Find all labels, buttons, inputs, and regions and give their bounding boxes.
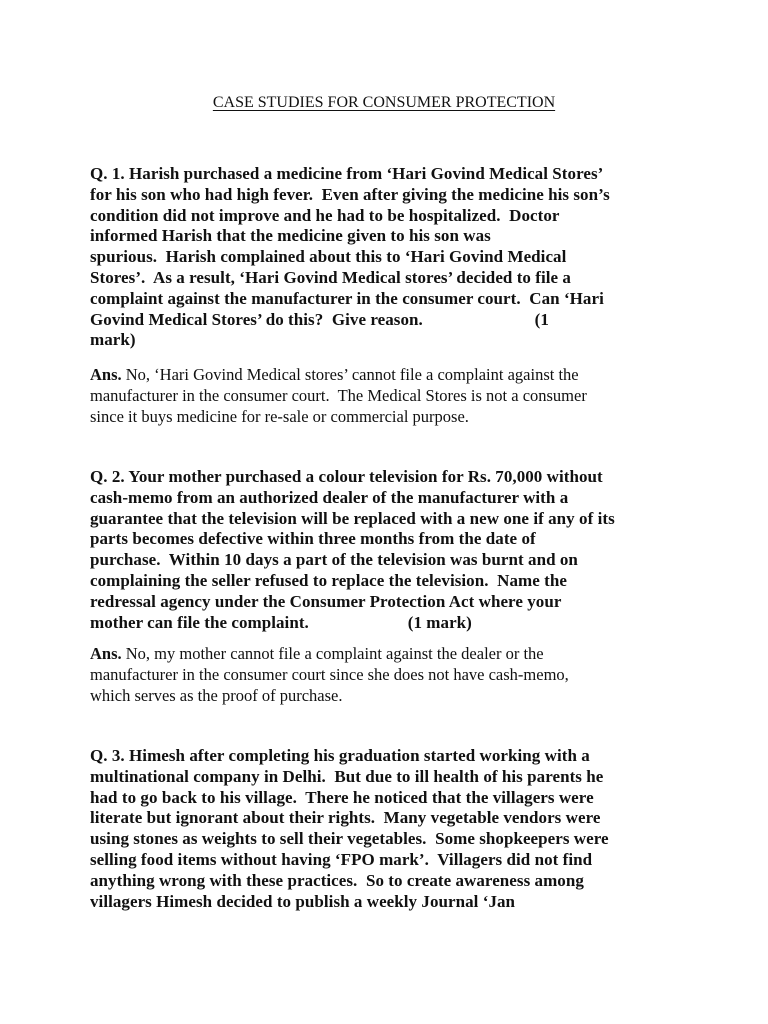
question-line: spurious. Harish complained about this to ‘Hari Govind Medical [90,247,567,267]
answer-line: manufacturer in the consumer court since she does not have cash-memo, [90,665,569,684]
question-line: for his son who had high fever. Even after giving the medicine his son’s [90,184,610,204]
question-line: informed Harish that the medicine given to his son was [90,226,491,246]
question-line: selling food items without having ‘FPO mark’. Villagers did not find [90,849,593,869]
answer-text: No, ‘Hari Govind Medical stores’ cannot file a complaint against the [121,365,579,384]
question-line: redressal agency under the Consumer Protection Act where your [90,591,562,611]
question-line: multinational company in Delhi. But due to ill health of his parents he [90,766,604,786]
question-2 [90,467,690,633]
answer-line: since it buys medicine for re-sale or commercial purpose. [90,407,469,426]
question-line: parts becomes defective within three months from the date of [90,529,536,549]
answer-1 [90,364,690,427]
answer-line: which serves as the proof of purchase. [90,686,343,705]
answer-label: Ans. [90,644,122,663]
question-line: guarantee that the television will be replaced with a new one if any of its [90,508,615,528]
question-line: cash-memo from an authorized dealer of the manufacturer with a [90,487,569,507]
question-line: using stones as weights to sell their vegetables. Some shopkeepers were [90,829,609,849]
page-title-text: CASE STUDIES FOR CONSUMER PROTECTION [212,94,556,111]
question-line: Govind Medical Stores’ do this? Give reason. (1 [90,309,549,329]
question-1 [90,164,690,351]
question-line: complaint against the manufacturer in the consumer court. Can ‘Hari [90,288,604,308]
answer-line [90,364,690,385]
question-line: complaining the seller refused to replace the television. Name the [90,570,567,590]
question-line: mark) [90,330,136,350]
question-line: Q. 2. Your mother purchased a colour television for Rs. 70,000 without [90,467,603,486]
answer-text: No, my mother cannot file a complaint against the dealer or the [121,644,544,663]
answer-line [90,643,690,664]
answer-label: Ans. [90,365,122,384]
answer-2 [90,643,690,706]
question-line: purchase. Within 10 days a part of the television was burnt and on [90,550,578,570]
question-line: Stores’. As a result, ‘Hari Govind Medical stores’ decided to file a [90,267,571,287]
question-3 [90,746,690,912]
question-line: Q. 1. Harish purchased a medicine from ‘Hari Govind Medical Stores’ [90,164,604,183]
question-line: literate but ignorant about their rights. Many vegetable vendors were [90,808,601,828]
question-line: anything wrong with these practices. So to create awareness among [90,870,584,890]
page-title [0,93,768,113]
question-line: villagers Himesh decided to publish a weekly Journal ‘Jan [90,891,516,911]
question-line: condition did not improve and he had to be hospitalized. Doctor [90,205,560,225]
question-line: Q. 3. Himesh after completing his graduation started working with a [90,746,590,765]
question-line: mother can file the complaint. (1 mark) [90,612,472,632]
question-line: had to go back to his village. There he noticed that the villagers were [90,787,594,807]
answer-line: manufacturer in the consumer court. The Medical Stores is not a consumer [90,386,587,405]
